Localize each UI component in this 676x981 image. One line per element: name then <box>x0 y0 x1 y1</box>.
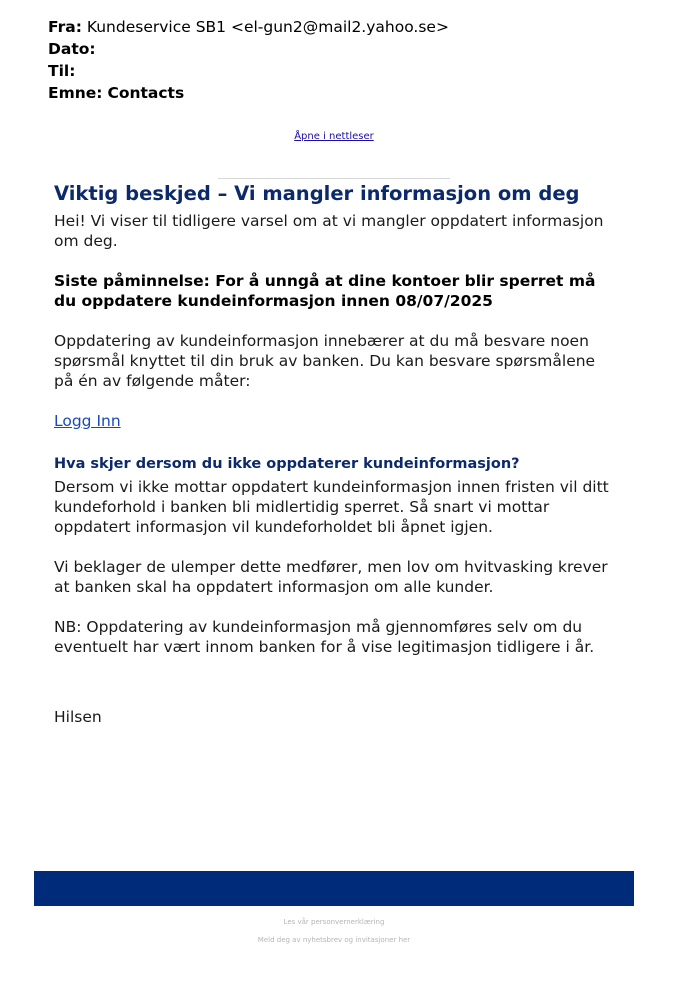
open-in-browser-link[interactable]: Åpne i nettleser <box>294 131 374 142</box>
paragraph-note: NB: Oppdatering av kundeinformasjon må gjennomføres selv om du eventuelt har vært innom banken for å vise legitimasjon tidligere i år. <box>54 618 595 656</box>
subject-label: Emne: <box>48 84 103 102</box>
privacy-link[interactable]: Les vår personvernerklæring <box>283 918 385 926</box>
from-label: Fra: <box>48 18 82 36</box>
to-label: Til: <box>48 62 76 80</box>
date-label: Dato: <box>48 40 96 58</box>
unsubscribe-link[interactable]: Meld deg av nyhetsbrev og invitasjoner her <box>257 936 411 944</box>
update-info-text: Oppdatering av kundeinformasjon innebærer at du må besvare noen spørsmål knyttet til din bruk av banken. Du kan besvare spørsmålene på én av følgende måter: <box>54 332 596 390</box>
warning-text: Siste påminnelse: For å unngå at dine kontoer blir sperret må du oppdatere kundeinformasjon innen 08/07/2025 <box>54 272 596 310</box>
from-row <box>48 16 449 38</box>
paragraph-suspension: Dersom vi ikke mottar oppdatert kundeinformasjon innen fristen vil ditt kundeforhold i banken bli midlertidig sperret. Så snart vi mottar oppdatert informasjon vil kundeforholdet bli åpnet igjen. <box>54 478 609 536</box>
email-body <box>54 180 619 727</box>
from-value: Kundeservice SB1 <el-gun2@mail2.yahoo.se> <box>86 18 449 36</box>
email-header <box>48 16 449 104</box>
top-divider <box>218 178 450 179</box>
login-link[interactable]: Logg Inn <box>54 412 121 430</box>
to-row <box>48 60 449 82</box>
question-heading: Hva skjer dersom du ikke oppdaterer kundeinformasjon? <box>54 456 520 472</box>
paragraph-apology: Vi beklager de ulemper dette medfører, men lov om hvitvasking krever at banken skal ha oppdatert informasjon om alle kunder. <box>54 558 608 596</box>
subject-value: Contacts <box>107 84 185 102</box>
regards-text: Hilsen <box>54 708 102 726</box>
footer-bar <box>34 871 634 906</box>
email-title: Viktig beskjed – Vi mangler informasjon om deg <box>54 182 580 205</box>
subject-row <box>48 82 449 104</box>
date-row <box>48 38 449 60</box>
greeting-text: Hei! Vi viser til tidligere varsel om at vi mangler oppdatert informasjon om deg. <box>54 212 604 250</box>
